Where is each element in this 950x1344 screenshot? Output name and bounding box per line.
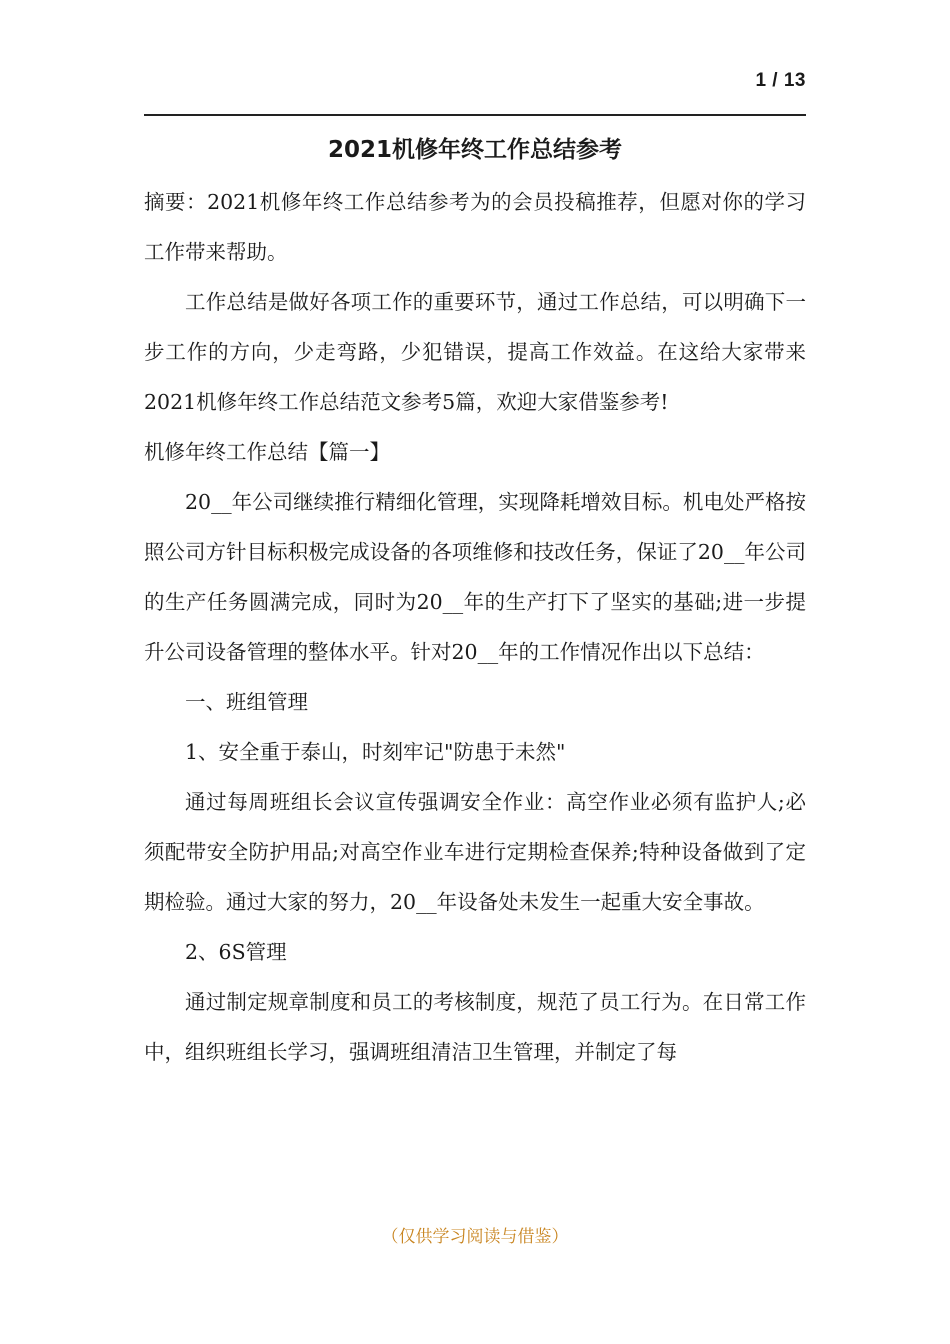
page-indicator: 1 / 13 <box>755 70 806 91</box>
paragraph-intro: 工作总结是做好各项工作的重要环节，通过工作总结，可以明确下一步工作的方向，少走弯路，少犯错误，提高工作效益。在这给大家带来2021机修年终工作总结范文参考5篇，欢迎大家借鉴参考! <box>144 290 806 414</box>
document-body <box>144 177 806 1077</box>
paragraph-abstract: 摘要：2021机修年终工作总结参考为的会员投稿推荐，但愿对你的学习工作带来帮助。 <box>144 190 806 264</box>
paragraph-6s: 通过制定规章制度和员工的考核制度，规范了员工行为。在日常工作中，组织班组长学习，强调班组清洁卫生管理，并制定了每 <box>144 990 806 1064</box>
header-divider <box>144 114 806 116</box>
subheading-6s: 2、6S管理 <box>185 940 287 964</box>
paragraph-safety: 通过每周班组长会议宣传强调安全作业：高空作业必须有监护人;必须配带安全防护用品;对高空作业车进行定期检查保养;特种设备做到了定期检验。通过大家的努力，20__年设备处未发生一起重大安全事故。 <box>144 790 806 914</box>
subheading-safety: 1、安全重于泰山，时刻牢记"防患于未然" <box>185 740 566 764</box>
paragraph-overview: 20__年公司继续推行精细化管理，实现降耗增效目标。机电处严格按照公司方针目标积极完成设备的各项维修和技改任务，保证了20__年公司的生产任务圆满完成，同时为20__年的生产打下了坚实的基础;进一步提升公司设备管理的整体水平。针对20__年的工作情况作出以下总结： <box>144 490 806 664</box>
section-heading-part-one: 机修年终工作总结【篇一】 <box>144 440 390 464</box>
subheading-team-management: 一、班组管理 <box>185 690 308 714</box>
footer-note: （仅供学习阅读与借鉴） <box>381 1227 569 1247</box>
document-title: 2021机修年终工作总结参考 <box>327 137 622 163</box>
